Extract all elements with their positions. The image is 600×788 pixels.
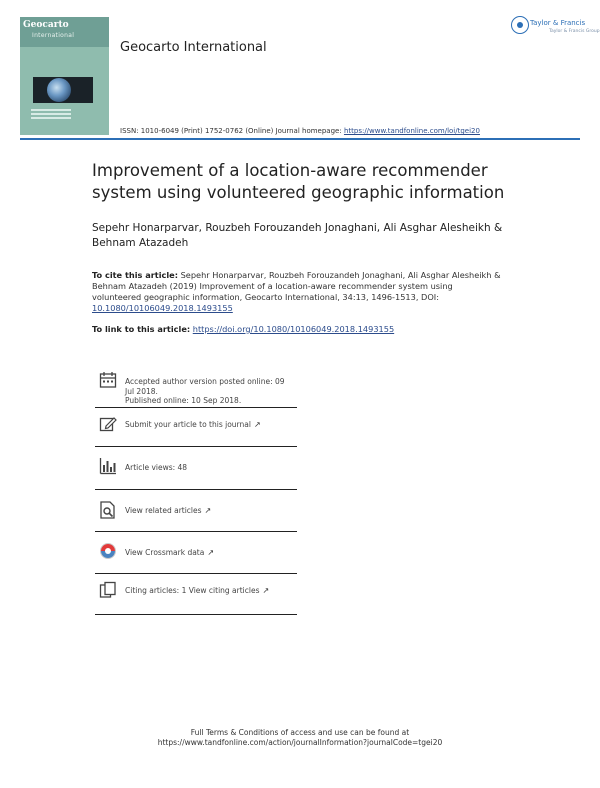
calendar-icon (99, 371, 117, 389)
issn-text: ISSN: 1010-6049 (Print) 1752-0762 (Online) Journal homepage: (120, 127, 342, 135)
article-info-list (95, 367, 297, 615)
external-link-icon: ↗ (253, 420, 261, 429)
cover-text-lines (31, 109, 71, 123)
cite-text: Sepehr Honarparvar, Rouzbeh Forouzandeh Jonaghani, Ali Asghar Alesheikh & Behnam Atazadeh (2019) Improvement of a location-aware recommender system using volunteered geographic information, Geocarto International, 34:13, 1496-1513, DOI: (92, 270, 501, 302)
cite-doi-link[interactable]: 10.1080/10106049.2018.1493155 (92, 303, 233, 313)
article-views: Article views: 48 (125, 463, 188, 472)
submit-article-link[interactable]: Submit your article to this journal (125, 420, 251, 429)
link-label: To link to this article: (92, 324, 191, 334)
related-articles-link[interactable]: View related articles (125, 506, 202, 515)
cite-label: To cite this article: (92, 270, 178, 280)
bar-chart-icon (99, 457, 117, 475)
list-item-crossmark[interactable] (95, 532, 297, 574)
article-doi-link[interactable]: https://doi.org/10.1080/10106049.2018.1493155 (192, 324, 395, 334)
external-link-icon: ↗ (204, 506, 212, 515)
publisher-logo-group: Taylor & Francis Group (549, 29, 600, 34)
footer (0, 728, 600, 748)
footer-terms-link[interactable]: https://www.tandfonline.com/action/journalInformation?journalCode=tgei20 (157, 738, 443, 747)
list-item-dates (95, 367, 297, 408)
external-link-icon: ↗ (262, 586, 270, 595)
earth-image (33, 77, 93, 103)
footer-terms-text: Full Terms & Conditions of access and use can be found at (190, 728, 410, 737)
edit-icon (99, 415, 117, 433)
cover-subtitle: International (32, 32, 75, 39)
list-item-citing[interactable] (95, 574, 297, 615)
published-date: Published online: 10 Sep 2018. (125, 396, 242, 405)
crossmark-link[interactable]: View Crossmark data (125, 548, 205, 557)
header-divider (20, 138, 580, 140)
issn-line (120, 127, 480, 135)
citing-articles-link[interactable]: Citing articles: 1 View citing articles (125, 586, 260, 595)
list-item-submit[interactable] (95, 408, 297, 447)
crossmark-icon (99, 542, 117, 560)
globe-icon (47, 78, 71, 102)
publisher-logo (511, 16, 600, 38)
article-link-line (92, 324, 512, 334)
cover-title: Geocarto (23, 20, 69, 30)
journal-title: Geocarto International (120, 40, 267, 55)
citation-block (92, 270, 502, 314)
related-articles-icon (99, 501, 117, 519)
publisher-logo-icon (511, 16, 529, 34)
accepted-date: Accepted author version posted online: 09 Jul 2018. (125, 377, 285, 396)
article-authors: Sepehr Honarparvar, Rouzbeh Forouzandeh Jonaghani, Ali Asghar Alesheikh & Behnam Atazadeh (92, 222, 503, 249)
journal-homepage-link[interactable]: https://www.tandfonline.com/loi/tgei20 (343, 127, 480, 135)
publisher-logo-name: Taylor & Francis (530, 19, 586, 27)
list-item-related[interactable] (95, 490, 297, 532)
dates-text (125, 377, 295, 406)
list-item-views (95, 447, 297, 490)
journal-cover-image (20, 17, 109, 135)
external-link-icon: ↗ (207, 548, 215, 557)
citing-articles-icon (99, 581, 117, 599)
article-title: Improvement of a location-aware recommender system using volunteered geographic information (92, 161, 505, 202)
